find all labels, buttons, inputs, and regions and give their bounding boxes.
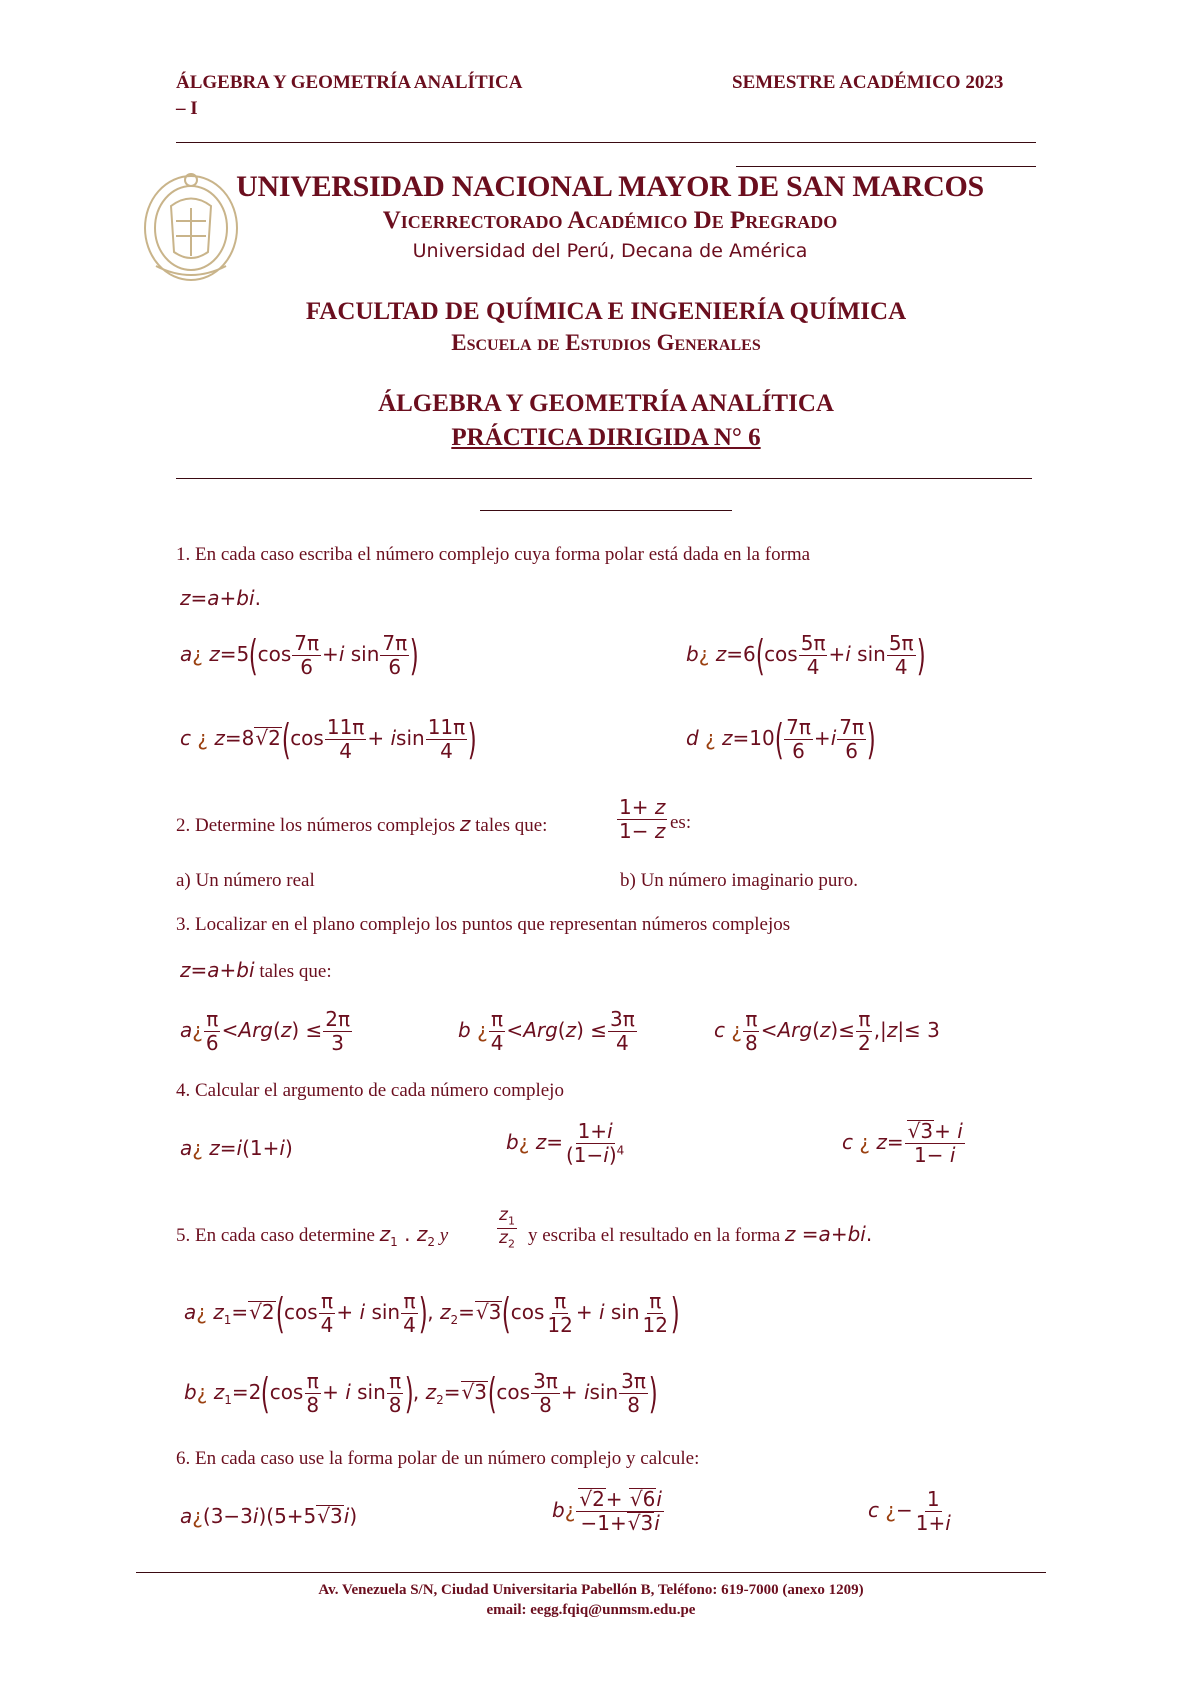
problem-5b-formula: b¿ $z_1=2(\cos$ $\frac{\pi}{8}$ + i sin $\frac{\pi}{8}$ ), $z_2=√3(\cos$ $\frac{3\pi}{8}$ + isin $\frac{3\pi}{8}$ ) [184, 1368, 658, 1418]
header-semester: SEMESTRE ACADÉMICO 2023 [732, 72, 1004, 93]
problem-5-end-line: y escriba el resultado en la forma z =a+bi. [528, 1222, 873, 1246]
problem-1b-formula: b¿ z=6(cos $\frac{5\pi}{4}$ +i sin $\frac{5\pi}{4}$ ) [686, 630, 926, 680]
problem-5-text: 5. En cada caso determine [176, 1225, 375, 1246]
problem-3c-formula: c ¿ $\frac{\pi}{8}$ <Arg(z)≤ $\frac{\pi}{2}$ ,|z|≤ 3 [714, 1007, 940, 1055]
footer-email: email: eegg.fqiq@unmsm.edu.pe [486, 1602, 696, 1618]
header-rule-short [736, 166, 1036, 167]
problem-1c-formula: c ¿ z=8√2(cos $\frac{11\pi}{4}$ + isin $\frac{11\pi}{4}$ ) [180, 714, 477, 764]
faculty-name: FACULTAD DE QUÍMICA E INGENIERÍA QUÍMICA [305, 298, 907, 325]
problem-2-mid: tales que: [475, 815, 548, 836]
university-name: UNIVERSIDAD NACIONAL MAYOR DE SAN MARCOS [236, 170, 984, 203]
problem-5-end: y escriba el resultado en la forma [528, 1225, 781, 1246]
vice-rectorate: Vicerrectorado Académico De Pregrado [382, 207, 838, 234]
problem-5-fraction: $\frac{z_1}{z_2}$ [499, 1205, 515, 1251]
problem-4c-formula: c ¿ z= $\frac{√3+ i}{1- i}$ [842, 1119, 963, 1167]
problem-2-fraction: $\frac{1+ z}{1- z}$ [619, 795, 666, 843]
problem-2-line: 2. Determine los números complejos z tales que: [176, 812, 548, 836]
practice-title: PRÁCTICA DIRIGIDA N° 6 [451, 424, 761, 451]
problem-4b-formula: b¿ z= $\frac{1+i}{(1-i)^4}$ [506, 1119, 625, 1167]
problem-5-mid: y [439, 1225, 449, 1246]
problem-4-text: 4. Calcular el argumento de cada número complejo [176, 1080, 564, 1101]
header-course: ÁLGEBRA Y GEOMETRÍA ANALÍTICA [176, 72, 523, 93]
problem-2-text: 2. Determine los números complejos [176, 815, 456, 836]
problem-1d-formula: d ¿ z=10( $\frac{7\pi}{6}$ +i $\frac{7\pi}{6}$ ) [686, 714, 876, 764]
university-motto: Universidad del Perú, Decana de América [412, 240, 808, 262]
course-title: ÁLGEBRA Y GEOMETRÍA ANALÍTICA [378, 390, 834, 417]
problem-6b-formula: b¿ $\frac{√2+ √6i}{-1+√3i}$ [552, 1487, 662, 1535]
problem-5a-formula: a¿ $z_1=√2(\cos$ $\frac{\pi}{4}$ + i sin $\frac{\pi}{4}$ ), $z_2=√3(\cos$ $\frac{\pi}{12}$ + i sin $\frac{\pi}{12}$ ) [184, 1288, 680, 1338]
problem-1-form: z=a+bi. [180, 586, 261, 610]
problem-2a-text: a) Un número real [176, 870, 315, 891]
header-rule [176, 142, 1036, 143]
title-rule [176, 478, 1032, 479]
problem-6-text: 6. En cada caso use la forma polar de un número complejo y calcule: [176, 1448, 700, 1469]
footer-address: Av. Venezuela S/N, Ciudad Universitaria Pabellón B, Teléfono: 619-7000 (anexo 1209) [318, 1582, 864, 1598]
header-course-cont: – I [176, 98, 198, 119]
problem-3-line: z=a+bi tales que: [180, 958, 332, 982]
school-name: Escuela de Estudios Generales [451, 330, 761, 355]
problem-3-text: 3. Localizar en el plano complejo los puntos que representan números complejos [176, 914, 791, 935]
problem-4a-formula: a¿ z=i(1+i) [180, 1136, 293, 1160]
problem-1a-formula: a¿ z=5(cos $\frac{7\pi}{6}$ +i sin $\frac{7\pi}{6}$ ) [180, 630, 419, 680]
problem-3b-formula: b ¿ $\frac{\pi}{4}$ <Arg(z) ≤ $\frac{3\pi}{4}$ [458, 1007, 635, 1055]
problem-2b-text: b) Un número imaginario puro. [620, 870, 858, 891]
footer-rule [136, 1572, 1046, 1573]
problem-3a-formula: a¿ $\frac{\pi}{6}$ <Arg(z) ≤ $\frac{2\pi}{3}$ [180, 1007, 350, 1055]
problem-2-end: es: [670, 812, 692, 833]
problem-6c-formula: c ¿− $\frac{1}{1+i}$ [868, 1487, 951, 1535]
problem-1-text: 1. En cada caso escriba el número complejo cuya forma polar está dada en la forma [176, 544, 811, 565]
problem-3-end: tales que: [259, 961, 332, 982]
title-rule-short [480, 510, 732, 511]
problem-6a-formula: a¿(3−3i)(5+5√3i) [180, 1504, 358, 1528]
problem-5-line: 5. En cada caso determine $z_1$ . $z_2$ y [176, 1222, 449, 1249]
